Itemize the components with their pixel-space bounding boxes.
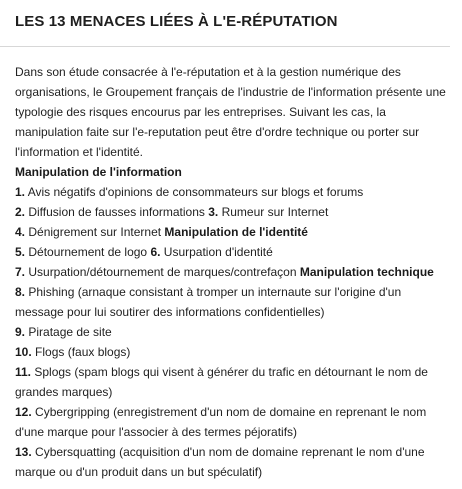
item-text: Usurpation d'identité <box>160 245 273 259</box>
article-header <box>0 0 450 47</box>
item-number: 13. <box>15 445 32 459</box>
item-number: 11. <box>15 365 32 379</box>
list-item-7 <box>15 262 447 282</box>
item-text: Splogs (spam blogs qui visent à générer du trafic en détournant le nom de grandes marques) <box>15 365 428 399</box>
item-text: Usurpation/détournement de marques/contrefaçon <box>25 265 300 279</box>
list-item-12 <box>15 402 447 442</box>
item-number: 10. <box>15 345 32 359</box>
item-text: Cybergripping (enregistrement d'un nom de domaine en reprenant le nom d'une marque pour l'associer à des termes péjoratifs) <box>15 405 427 439</box>
item-text: Piratage de site <box>25 325 112 339</box>
item-text: Phishing (arnaque consistant à tromper un internaute sur l'origine d'un message pour lui soutirer des informations confidentielles) <box>15 285 402 319</box>
list-item-5-6 <box>15 242 447 262</box>
subsection-heading: Manipulation de l'identité <box>164 225 308 239</box>
item-text: Dénigrement sur Internet <box>25 225 165 239</box>
list-item-1 <box>15 182 447 202</box>
list-item-9 <box>15 322 447 342</box>
intro-paragraph: Dans son étude consacrée à l'e-réputation et à la gestion numérique des organisations, le Groupement français de l'industrie de l'information présente une typologie des risques encourus par les entreprises. Suivant les cas, la manipulation faite sur l'e-reputation peut être d'ordre technique ou porter sur l'information et l'identité. <box>15 65 446 159</box>
article-body <box>15 62 447 482</box>
item-text: Flogs (faux blogs) <box>31 345 131 359</box>
list-item-2-3 <box>15 202 447 222</box>
item-text: Détournement de logo <box>25 245 151 259</box>
list-item-11 <box>15 362 447 402</box>
item-number: 6. <box>150 245 161 259</box>
item-number: 8. <box>15 285 26 299</box>
list-item-10 <box>15 342 447 362</box>
item-number: 2. <box>15 205 26 219</box>
list-item-13 <box>15 442 447 482</box>
item-number: 12. <box>15 405 32 419</box>
item-text: Cybersquatting (acquisition d'un nom de domaine reprenant le nom d'une marque ou d'un produit dans un but spéculatif) <box>15 445 425 479</box>
list-item-4 <box>15 222 447 242</box>
item-number: 1. <box>15 185 26 199</box>
item-number: 3. <box>208 205 219 219</box>
item-number: 9. <box>15 325 26 339</box>
item-number: 7. <box>15 265 26 279</box>
item-text: Rumeur sur Internet <box>218 205 329 219</box>
section-heading: Manipulation de l'information <box>15 165 182 179</box>
subsection-heading: Manipulation technique <box>299 265 434 279</box>
item-number: 4. <box>15 225 26 239</box>
item-text: Diffusion de fausses informations <box>25 205 209 219</box>
item-text: Avis négatifs d'opinions de consommateurs sur blogs et forums <box>25 185 364 199</box>
page-title: LES 13 MENACES LIÉES À L'E-RÉPUTATION <box>15 13 338 30</box>
item-number: 5. <box>15 245 26 259</box>
list-item-8 <box>15 282 447 322</box>
